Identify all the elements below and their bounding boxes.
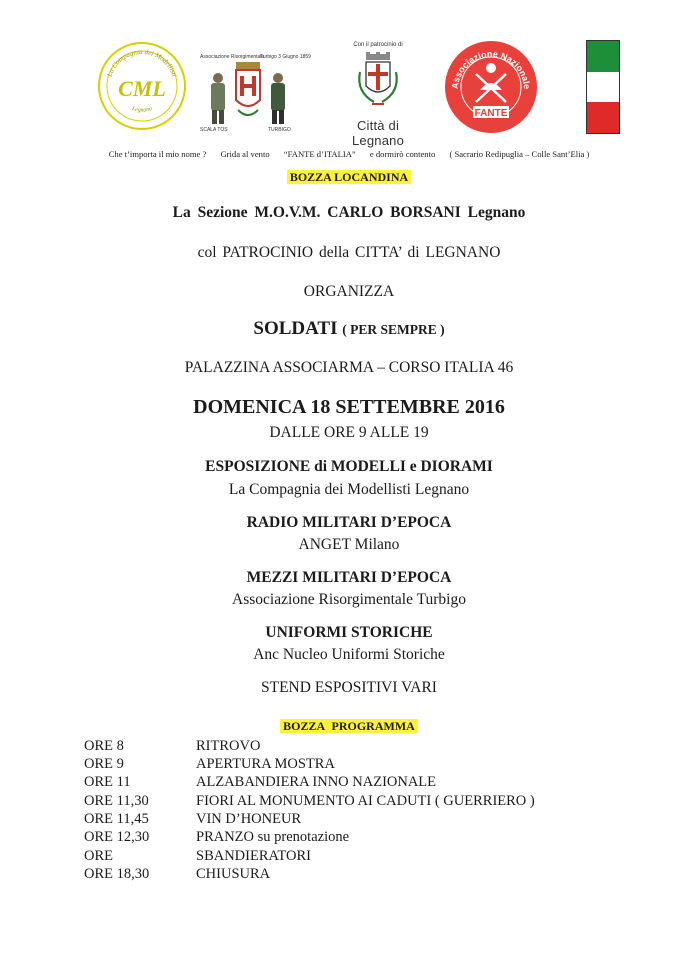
section-esposizione-sub: La Compagnia dei Modellisti Legnano — [228, 481, 470, 498]
program-row — [84, 738, 644, 756]
patrocinio-line: col PATROCINIO della CITTA’ di LEGNANO — [197, 244, 501, 261]
associazione-fante-logo — [444, 40, 538, 134]
bozza-programma-text: BOZZA PROGRAMMA — [280, 719, 418, 733]
cml-monogram: CML — [118, 76, 166, 101]
cml-ring-text-bottom: Legnano — [131, 105, 153, 114]
program-row — [84, 866, 644, 884]
turbigo-association-logo — [198, 48, 311, 134]
motto-part-4: e dormirò contento — [369, 149, 436, 159]
program-time: ORE 9 — [84, 756, 124, 772]
turbigo-caption-bottom-right: TURBIGO — [268, 127, 291, 133]
program-time: ORE 12,30 — [84, 829, 150, 845]
venue-line: PALAZZINA ASSOCIARMA – CORSO ITALIA 46 — [184, 359, 514, 376]
compagnia-modellisti-logo — [96, 40, 188, 132]
program-row — [84, 793, 644, 811]
legnano-city-name: Città di Legnano — [351, 118, 404, 148]
program-event: FIORI AL MONUMENTO AI CADUTI ( GUERRIERO ) — [196, 793, 535, 809]
motto-part-3: “FANTE d’ITALIA” — [283, 149, 356, 159]
section-radio-sub: ANGET Milano — [298, 536, 400, 553]
program-event: RITROVO — [196, 738, 261, 754]
stend-espositivi-line: STEND ESPOSITIVI VARI — [261, 679, 437, 696]
citta-di-legnano-logo — [330, 42, 426, 148]
program-time: ORE 11,45 — [84, 811, 149, 827]
program-row — [84, 811, 644, 829]
flag-red-band — [587, 102, 619, 133]
event-title-main: SOLDATI — [253, 318, 338, 339]
legnano-patrocinio-label: Con il patrocinio di — [353, 42, 403, 48]
svg-text:Legnano — [130, 106, 153, 114]
italian-flag-icon — [586, 40, 620, 134]
fante-ring-text: Associazione Nazionale — [449, 48, 533, 90]
legnano-crest-icon — [354, 52, 402, 114]
program-row — [84, 756, 644, 774]
turbigo-caption-top-left: Associazione Risorgimentale — [200, 54, 265, 60]
fante-banner: FANTE — [474, 108, 508, 119]
program-row — [84, 774, 644, 792]
flag-white-band — [587, 72, 619, 103]
section-radio-title: RADIO MILITARI D’EPOCA — [246, 514, 452, 531]
section-uniformi-sub: Anc Nucleo Uniformi Storiche — [253, 646, 445, 663]
bozza-locandina-label — [0, 170, 698, 185]
event-title-sub: ( PER SEMPRE ) — [342, 322, 445, 337]
event-title — [0, 318, 698, 340]
organizza-line: ORGANIZZA — [303, 283, 395, 300]
motto-part-5: ( Sacrario Redipuglia – Colle Sant’Elia ) — [449, 149, 590, 159]
section-esposizione-title: ESPOSIZIONE di MODELLI e DIORAMI — [205, 458, 493, 475]
section-mezzi-title: MEZZI MILITARI D’EPOCA — [246, 569, 452, 586]
event-date: DOMENICA 18 SETTEMBRE 2016 — [193, 396, 505, 418]
program-time: ORE 8 — [84, 738, 124, 754]
program-time: ORE 11,30 — [84, 793, 149, 809]
program-time: ORE 11 — [84, 774, 131, 790]
program-event: CHIUSURA — [196, 866, 271, 882]
turbigo-caption-bottom-left: SCALA TOS — [200, 127, 228, 133]
sezione-heading: La Sezione M.O.V.M. CARLO BORSANI Legnano — [172, 204, 526, 221]
event-hours: DALLE ORE 9 ALLE 19 — [269, 424, 429, 441]
flag-green-band — [587, 41, 619, 72]
program-row — [84, 829, 644, 847]
program-row — [84, 848, 644, 866]
motto-line — [0, 149, 698, 159]
cml-ring-text-top: La Compagnia dei Modellisti — [105, 47, 179, 78]
motto-part-2: Grida al vento — [220, 149, 270, 159]
program-time: ORE 18,30 — [84, 866, 150, 882]
bozza-programma-label — [0, 719, 698, 734]
program-time: ORE — [84, 848, 113, 864]
section-mezzi-sub: Associazione Risorgimentale Turbigo — [232, 591, 466, 608]
bozza-locandina-text: BOZZA LOCANDINA — [287, 170, 411, 184]
section-uniformi-title: UNIFORMI STORICHE — [265, 624, 433, 641]
program-event: ALZABANDIERA INNO NAZIONALE — [196, 774, 437, 790]
program-event: SBANDIERATORI — [196, 848, 311, 864]
program-event: PRANZO su prenotazione — [196, 829, 350, 845]
program-event: APERTURA MOSTRA — [196, 756, 335, 772]
motto-part-1: Che t’importa il mio nome ? — [108, 149, 207, 159]
program-event: VIN D’HONEUR — [196, 811, 302, 827]
turbigo-caption-top-right: Turbigo 3 Giugno 1859 — [260, 54, 311, 60]
